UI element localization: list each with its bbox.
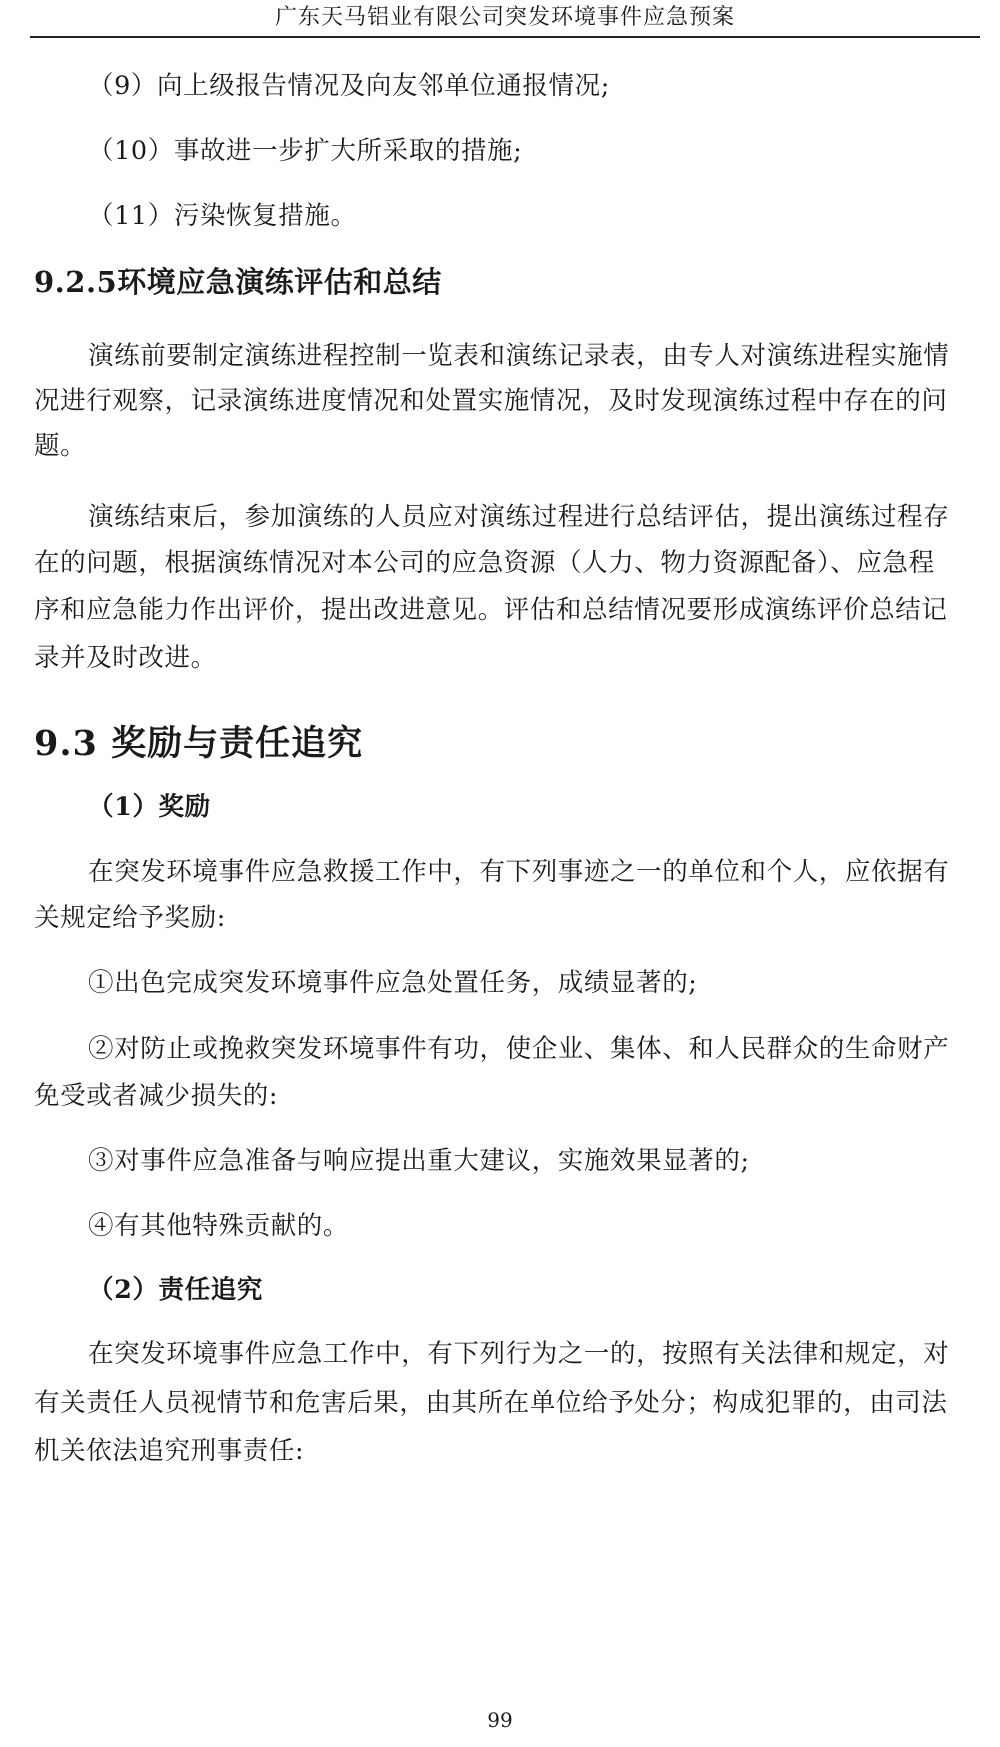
list-item: （10）事故进一步扩大所采取的措施; xyxy=(88,136,523,166)
list-item: （11）污染恢复措施。 xyxy=(88,201,357,231)
paragraph-line: 关规定给予奖励: xyxy=(34,903,226,933)
paragraph-line: 机关依法追究刑事责任: xyxy=(34,1436,305,1466)
paragraph-line: 在突发环境事件应急工作中，有下列行为之一的，按照有关法律和规定，对 xyxy=(88,1339,950,1369)
list-item: ①出色完成突发环境事件应急处置任务，成绩显著的; xyxy=(88,968,698,998)
list-item: ③对事件应急准备与响应提出重大建议，实施效果显著的; xyxy=(88,1146,750,1176)
subheading-accountability: （2）责任追究 xyxy=(88,1275,263,1305)
subheading-reward: （1）奖励 xyxy=(88,792,211,822)
paragraph-line: 题。 xyxy=(34,431,87,461)
paragraph-line: 序和应急能力作出评价，提出改进意见。评估和总结情况要形成演练评价总结记 xyxy=(34,595,948,625)
paragraph-line: 在的问题，根据演练情况对本公司的应急资源（人力、物力资源配备）、应急程 xyxy=(34,548,935,578)
list-item: ④有其他特殊贡献的。 xyxy=(88,1211,350,1241)
list-item: （9）向上级报告情况及向友邻单位通报情况; xyxy=(88,71,610,101)
paragraph-line: 演练前要制定演练进程控制一览表和演练记录表，由专人对演练进程实施情 xyxy=(88,341,950,371)
paragraph-line: 在突发环境事件应急救援工作中，有下列事迹之一的单位和个人，应依据有 xyxy=(88,857,950,887)
page-header xyxy=(30,0,980,38)
section-heading-9-2-5: 9.2.5环境应急演练评估和总结 xyxy=(34,265,442,299)
paragraph-line: 录并及时改进。 xyxy=(34,643,217,673)
paragraph-line: 况进行观察，记录演练进度情况和处置实施情况，及时发现演练过程中存在的问 xyxy=(34,386,948,416)
paragraph-line: 有关责任人员视情节和危害后果，由其所在单位给予处分；构成犯罪的，由司法 xyxy=(34,1388,948,1418)
paragraph-line: 演练结束后，参加演练的人员应对演练过程进行总结评估，提出演练过程存 xyxy=(88,502,950,532)
document-title: 广东天马铝业有限公司突发环境事件应急预案 xyxy=(274,5,735,30)
list-item-continuation: 免受或者减少损失的: xyxy=(34,1081,279,1111)
section-heading-9-3: 9.3 奖励与责任追究 xyxy=(34,723,364,764)
list-item: ②对防止或挽救突发环境事件有功，使企业、集体、和人民群众的生命财产 xyxy=(88,1034,950,1064)
page-number: 99 xyxy=(487,1708,513,1732)
